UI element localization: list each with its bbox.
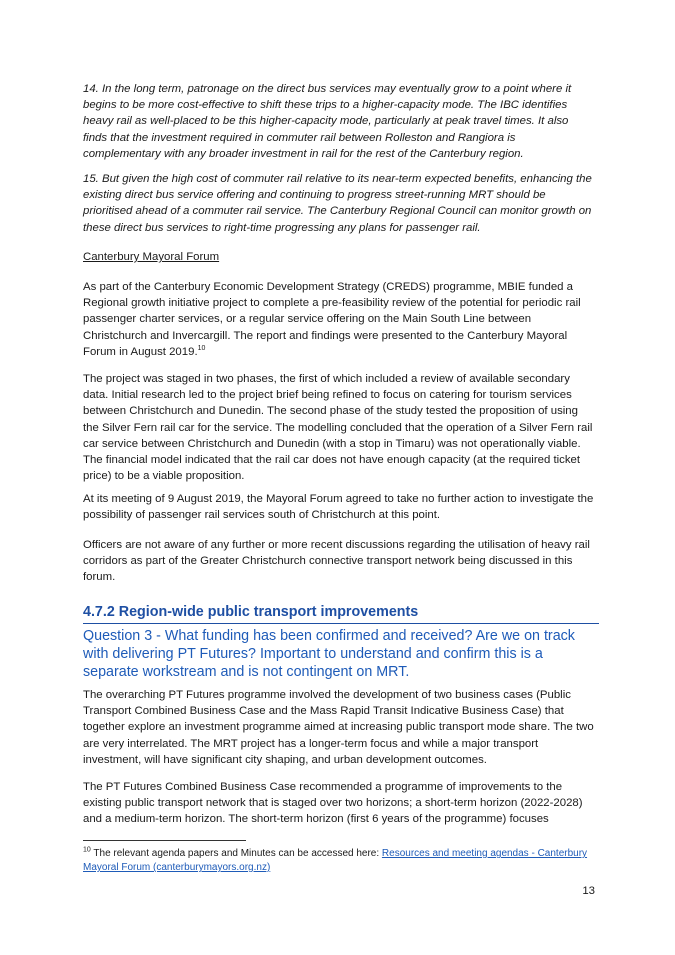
paragraph-14: 14. In the long term, patronage on the direct bus services may eventually grow to a point where it begins to be more cost-effective to shift these trips to a higher-capacity mode. The IBC identifies heavy rail as well-placed to be this higher-capacity mode, particularly at peak travel times. It also finds that the investment required in commuter rail between Rolleston and Rangiora is complementary with any broader investment in rail for the rest of the Canterbury region.	[83, 83, 572, 160]
section-heading: 4.7.2 Region-wide public transport improvements	[83, 603, 599, 624]
question-heading: Question 3 - What funding has been confirmed and received? Are we on track with delivering PT Futures? Important to understand and confirm this is a separate workstream and is not contingent on MRT.	[83, 628, 575, 680]
meeting-paragraph: At its meeting of 9 August 2019, the Mayoral Forum agreed to take no further action to investigate the possibility of passenger rail services south of Christchurch at this point.	[83, 493, 594, 522]
footnote-number: 10	[83, 846, 91, 854]
mayoral-forum-heading: Canterbury Mayoral Forum	[83, 251, 220, 263]
footnote-ref: 10	[197, 345, 206, 353]
combined-paragraph: The PT Futures Combined Business Case recommended a programme of improvements to the existing public transport network that is staged over two horizons; a short-term horizon (2022-2028) and a medium-term horizon. The short-term horizon (first 6 years of the programme) focuses	[83, 781, 583, 826]
footnote-text: The relevant agenda papers and Minutes can be accessed here:	[90, 848, 382, 859]
page-number: 13	[582, 885, 595, 897]
overarching-paragraph: The overarching PT Futures programme involved the development of two business cases (Public Transport Combined Business Case and the Mass Rapid Transit Indicative Business Case) that together explore an investment programme aimed at increasing public transport mode share. The two are very interrelated. The MRT project has a longer-term focus and while a major transport investment, will have significant city shaping, and urban development outcomes.	[83, 689, 594, 766]
footnote-divider	[83, 840, 246, 841]
footnote	[83, 847, 595, 875]
footnote-link[interactable]: Resources and meeting agendas - Canterbury Mayoral Forum (canterburymayors.org.nz)	[83, 848, 588, 873]
paragraph-15: 15. But given the high cost of commuter rail relative to its near-term expected benefits, enhancing the existing direct bus service offering and continuing to progress street-running MRT should be prioritised ahead of a commuter rail service. The Canterbury Regional Council can monitor growth on these direct bus services to right-time progressing any plans for passenger rail.	[83, 173, 592, 234]
phases-paragraph: The project was staged in two phases, the first of which included a review of available secondary data. Initial research led to the project brief being refined to focus on catering for tourism services between Christchurch and Dunedin. The second phase of the study tested the proposition of using the Silver Fern rail car for the service. The modelling concluded that the operation of a Silver Fern rail car service between Christchurch and Dunedin (with a stop in Timaru) was not operationally viable. The financial model indicated that the rail car does not have enough capacity (at the required ticket price) to be a viable proposition.	[83, 373, 593, 483]
creds-paragraph	[83, 279, 595, 360]
creds-text: As part of the Canterbury Economic Development Strategy (CREDS) programme, MBIE funded a Regional growth initiative project to complete a pre-feasibility review of the potential for periodic rail passenger charter services, or a regular service offering on the Main South Line between Christchurch and Invercargill. The report and findings were presented to the Canterbury Mayoral Forum in August 2019.	[83, 281, 581, 358]
officers-paragraph: Officers are not aware of any further or more recent discussions regarding the utilisation of heavy rail corridors as part of the Greater Christchurch connective transport network being discussed in this forum.	[83, 539, 590, 584]
